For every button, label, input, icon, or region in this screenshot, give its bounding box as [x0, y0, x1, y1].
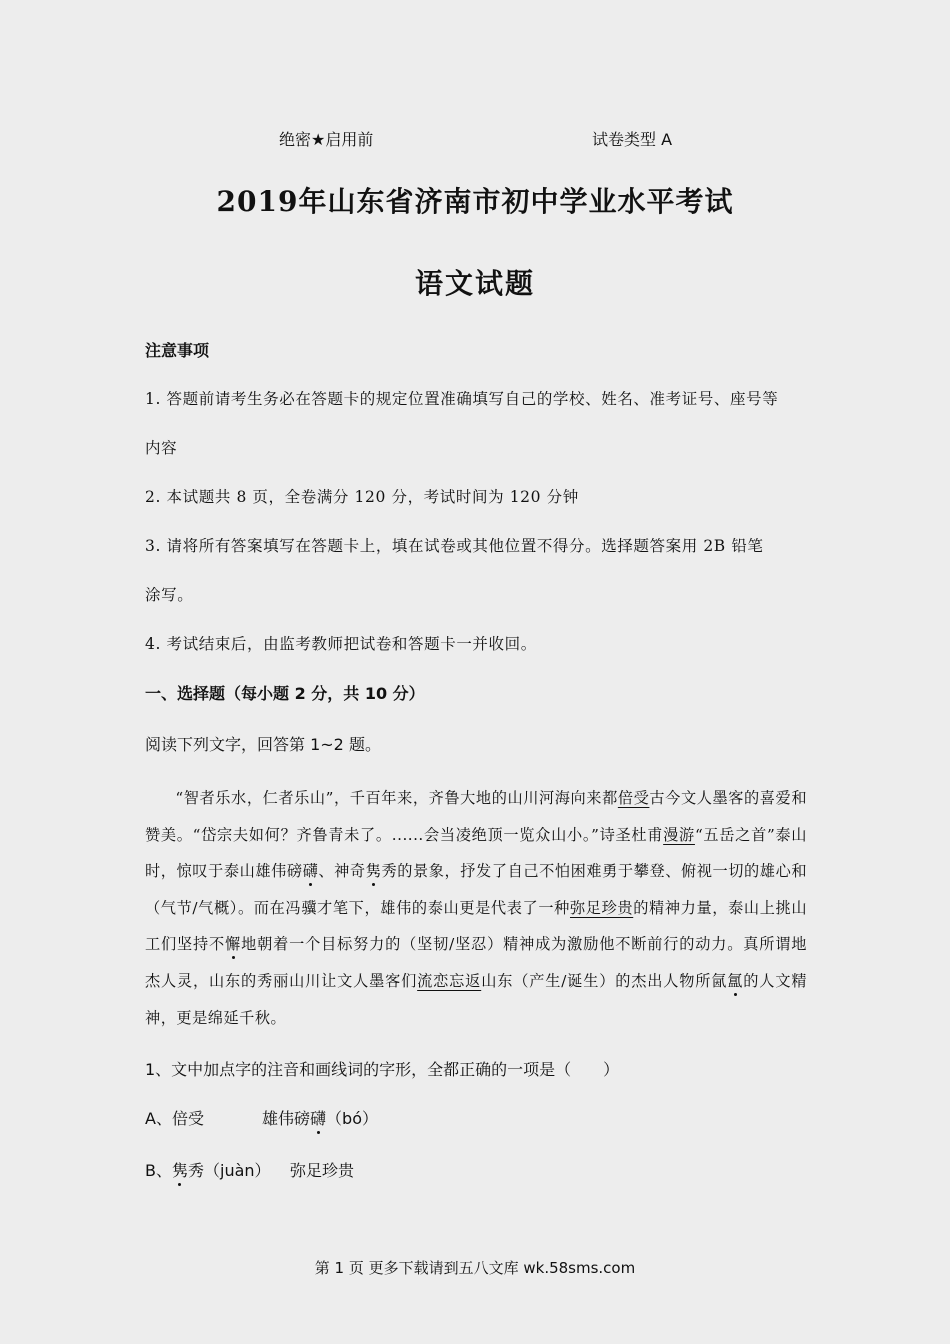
option-b-first	[145, 1158, 271, 1181]
passage-text: “智者乐水，仁者乐山”，千百年来，齐鲁大地的山川河海向来都	[175, 789, 618, 807]
note-item-1: 1. 答题前请考生务必在答题卡的规定位置准确填写自己的学校、姓名、准考证号、座号等	[145, 390, 779, 408]
option-text: 雄伟磅	[262, 1109, 311, 1128]
notes-heading: 注意事项	[145, 341, 210, 360]
confidential-label: 绝密★启用前	[279, 130, 374, 149]
passage-text: 秀	[381, 862, 398, 881]
page-footer: 第 1 页 更多下载请到五八文库 wk.58sms.com	[314, 1259, 636, 1277]
passage-text: 、神奇	[318, 862, 366, 881]
passage-text: “五岳之首”泰山时，惊叹于泰山雄伟	[145, 825, 807, 881]
exam-subtitle: 语文试题	[414, 267, 535, 300]
option-text: （bó）	[326, 1109, 378, 1128]
underlined-word: 流恋忘返	[417, 971, 482, 990]
option-label: B、	[145, 1161, 172, 1180]
passage-text: 的精神力量，泰山上挑山工们坚持不	[145, 898, 808, 954]
section-title: 一、选择题（每小题 2 分，共 10 分）	[145, 684, 425, 703]
passage-text: 地朝着一个目标努力的（坚韧/坚忍）精神成为激励他不断前行的动力。真所谓地杰人灵，山东的秀丽山川让文人墨客们	[145, 935, 807, 990]
passage-text: 磅	[286, 862, 303, 881]
exam-title: 2019年山东省济南市初中学业水平考试	[216, 185, 734, 218]
option-a-second	[262, 1106, 378, 1129]
note-item-2: 2. 本试题共 8 页，全卷满分 120 分，考试时间为 120 分钟	[145, 488, 579, 506]
note-item-1-cont: 内容	[145, 439, 178, 457]
passage-text: 的景象，抒发了自己不怕困难勇于攀登、俯视一切的雄心和（气节/气概）。而在冯骥才笔下，雄伟的泰山更是代表了一种	[145, 862, 808, 917]
passage-paragraph	[145, 780, 807, 1036]
passage-text: 的人文精神，更是绵延千秋。	[145, 971, 808, 1027]
underlined-word: 漫游	[663, 825, 695, 844]
option-b-second: 弥足珍贵	[290, 1161, 355, 1180]
question-1-stem: 1、文中加点字的注音和画线词的字形，全都正确的一项是（ ）	[145, 1060, 620, 1079]
passage-text: 山东（产生/诞生）的杰出人物所氤	[481, 971, 728, 990]
dotted-character: 礴	[302, 862, 319, 881]
dotted-character: 礴	[310, 1109, 327, 1128]
dotted-character: 隽	[365, 862, 382, 881]
underlined-word: 倍受	[617, 789, 650, 807]
dotted-character: 懈	[225, 935, 242, 954]
underlined-word: 弥足珍贵	[569, 898, 634, 917]
note-item-4: 4. 考试结束后，由监考教师把试卷和答题卡一并收回。	[145, 635, 537, 653]
reading-passage	[145, 780, 807, 1036]
reading-instruction: 阅读下列文字，回答第 1~2 题。	[145, 735, 381, 754]
dotted-character: 隽	[171, 1161, 188, 1180]
note-item-3: 3. 请将所有答案填写在答题卡上，填在试卷或其他位置不得分。选择题答案用 2B 铅笔	[145, 537, 764, 555]
option-text: 秀（juàn）	[188, 1161, 271, 1180]
note-item-3-cont: 涂写。	[145, 586, 194, 604]
dotted-character: 氲	[727, 971, 744, 990]
option-a-first: A、倍受	[145, 1109, 204, 1128]
paper-type-label: 试卷类型 A	[592, 130, 673, 149]
passage-text: 古今文人墨客的喜爱和赞美。“岱宗夫如何？齐鲁青未了。......会当凌绝顶一览众山小。”诗圣杜甫	[145, 789, 808, 844]
